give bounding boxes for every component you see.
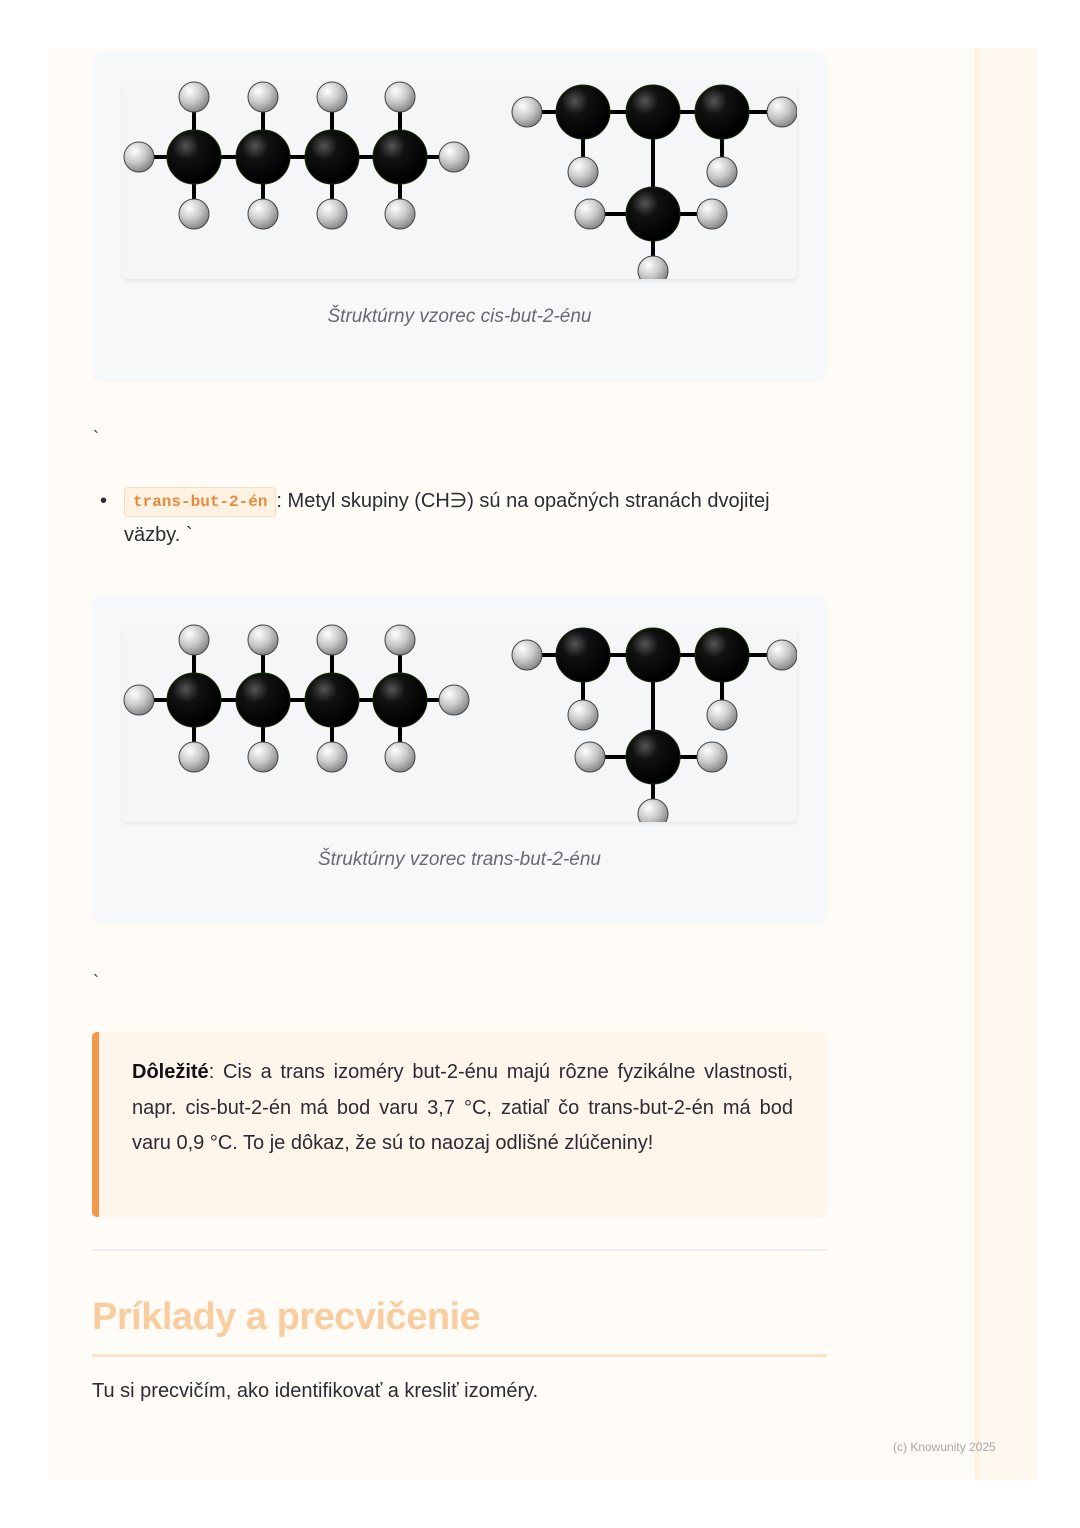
- carbon-atom: [626, 628, 680, 682]
- callout-text: : Cis a trans izoméry but-2-énu majú rôzne fyzikálne vlastnosti, napr. cis-but-2-én má bod varu 3,7 °C, zatiaľ čo trans-but-2-én má bod varu 0,9 °C. To je dôkaz, že sú to naozaj odlišné zlúčeniny!: [132, 1061, 793, 1154]
- hydrogen-atom: [767, 97, 797, 127]
- stray-backtick: `: [93, 972, 99, 992]
- hydrogen-atom: [248, 742, 278, 772]
- stray-backtick: `: [93, 428, 99, 448]
- bullet-text: : Metyl skupiny (CH∋) sú na opačných stranách dvojitej väzby. `: [124, 490, 770, 546]
- hydrogen-atom: [638, 256, 668, 279]
- figure-caption: Štruktúrny vzorec cis-but-2-énu: [327, 306, 592, 327]
- hydrogen-atom: [317, 625, 347, 655]
- carbon-atom: [167, 130, 221, 184]
- hydrogen-atom: [317, 742, 347, 772]
- carbon-atom: [626, 85, 680, 139]
- hydrogen-atom: [568, 700, 598, 730]
- hydrogen-atom: [512, 640, 542, 670]
- hydrogen-atom: [767, 640, 797, 670]
- figure-caption: Štruktúrny vzorec trans-but-2-énu: [317, 849, 601, 870]
- ball-and-stick-model: [122, 624, 797, 822]
- hydrogen-atom: [385, 199, 415, 229]
- carbon-atom: [373, 130, 427, 184]
- bullet-icon: •: [100, 490, 108, 512]
- hydrogen-atom: [512, 97, 542, 127]
- molecule-diagram-trans: [122, 624, 797, 822]
- hydrogen-atom: [568, 157, 598, 187]
- section-intro: Tu si precvičím, ako identifikovať a kresliť izoméry.: [92, 1380, 539, 1402]
- carbon-atom: [695, 85, 749, 139]
- hydrogen-atom: [697, 199, 727, 229]
- section-divider: [92, 1249, 827, 1251]
- carbon-atom: [236, 130, 290, 184]
- callout-label: Dôležité: [132, 1061, 209, 1083]
- carbon-atom: [556, 628, 610, 682]
- hydrogen-atom: [317, 82, 347, 112]
- heading-underline: [92, 1354, 827, 1357]
- hydrogen-atom: [638, 799, 668, 822]
- carbon-atom: [305, 130, 359, 184]
- hydrogen-atom: [697, 742, 727, 772]
- hydrogen-atom: [385, 82, 415, 112]
- carbon-atom: [695, 628, 749, 682]
- hydrogen-atom: [575, 742, 605, 772]
- hydrogen-atom: [385, 625, 415, 655]
- carbon-atom: [626, 730, 680, 784]
- hydrogen-atom: [179, 82, 209, 112]
- section-heading: Príklady a precvičenie: [92, 1296, 481, 1338]
- hydrogen-atom: [385, 742, 415, 772]
- figure-card-trans: [92, 594, 827, 924]
- hydrogen-atom: [248, 199, 278, 229]
- hydrogen-atom: [179, 199, 209, 229]
- copyright-footer: (c) Knowunity 2025: [893, 1440, 996, 1454]
- hydrogen-atom: [439, 142, 469, 172]
- hydrogen-atom: [707, 157, 737, 187]
- hydrogen-atom: [124, 685, 154, 715]
- right-margin-stripe: [975, 48, 1037, 1480]
- carbon-atom: [236, 673, 290, 727]
- hydrogen-atom: [317, 199, 347, 229]
- hydrogen-atom: [248, 82, 278, 112]
- important-callout: [92, 1032, 827, 1217]
- hydrogen-atom: [179, 742, 209, 772]
- molecule-diagram-cis: [122, 81, 797, 279]
- carbon-atom: [167, 673, 221, 727]
- hydrogen-atom: [575, 199, 605, 229]
- hydrogen-atom: [124, 142, 154, 172]
- hydrogen-atom: [439, 685, 469, 715]
- hydrogen-atom: [179, 625, 209, 655]
- carbon-atom: [373, 673, 427, 727]
- carbon-atom: [305, 673, 359, 727]
- carbon-atom: [556, 85, 610, 139]
- figure-card-cis: [92, 51, 827, 381]
- ball-and-stick-model: [122, 81, 797, 279]
- carbon-atom: [626, 187, 680, 241]
- inline-code: trans-but-2-én: [124, 487, 276, 517]
- hydrogen-atom: [707, 700, 737, 730]
- hydrogen-atom: [248, 625, 278, 655]
